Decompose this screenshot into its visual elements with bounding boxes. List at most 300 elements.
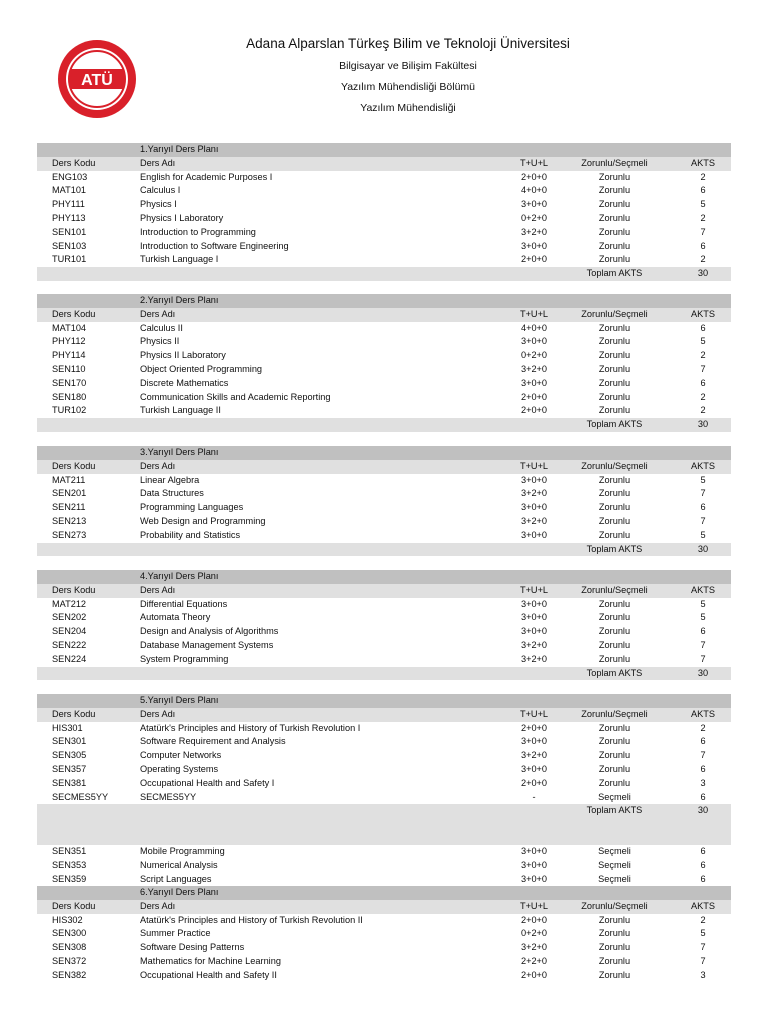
course-akts: 2 xyxy=(700,914,706,925)
course-akts: 2 xyxy=(700,171,706,182)
course-row xyxy=(37,598,731,612)
course-akts: 2 xyxy=(700,391,706,402)
course-tul: - xyxy=(532,791,536,802)
course-row xyxy=(37,722,731,736)
course-type: Zorunlu xyxy=(598,598,631,609)
course-akts: 5 xyxy=(700,598,706,609)
course-name: Discrete Mathematics xyxy=(140,377,229,388)
course-type: Zorunlu xyxy=(598,502,631,513)
course-name: Software Requirement and Analysis xyxy=(140,736,286,747)
course-code: SEN359 xyxy=(52,873,87,884)
course-code: SEN204 xyxy=(52,626,87,637)
course-code: ENG103 xyxy=(52,171,88,182)
total-row xyxy=(37,418,731,432)
course-name: Introduction to Programming xyxy=(140,226,256,237)
course-tul: 3+0+0 xyxy=(520,240,548,251)
course-code: MAT104 xyxy=(52,322,87,333)
course-type: Zorunlu xyxy=(598,639,631,650)
col-tul: T+U+L xyxy=(519,584,549,595)
course-code: SEN213 xyxy=(52,515,87,526)
logo-text: ATÜ xyxy=(81,72,113,89)
course-type: Seçmeli xyxy=(598,846,631,857)
semester-title-row xyxy=(37,886,731,900)
course-row xyxy=(37,515,731,529)
semester-title: 3.Yarıyıl Ders Planı xyxy=(140,447,219,457)
col-code: Ders Kodu xyxy=(52,708,96,719)
semester-title-row xyxy=(37,143,731,157)
course-akts: 5 xyxy=(700,529,706,540)
course-type: Zorunlu xyxy=(598,653,631,664)
course-type: Zorunlu xyxy=(598,914,631,925)
total-label: Toplam AKTS xyxy=(586,805,643,816)
course-code: PHY112 xyxy=(52,336,86,347)
semester-title: 4.Yarıyıl Ders Planı xyxy=(140,571,219,581)
col-type: Zorunlu/Seçmeli xyxy=(581,584,648,595)
col-akts: AKTS xyxy=(691,900,715,911)
course-akts: 7 xyxy=(700,363,706,374)
course-tul: 0+2+0 xyxy=(520,212,548,223)
total-label: Toplam AKTS xyxy=(586,543,643,554)
semester-title-row xyxy=(37,294,731,308)
course-akts: 2 xyxy=(700,405,706,416)
course-type: Zorunlu xyxy=(598,377,631,388)
course-row xyxy=(37,941,731,955)
course-name: Occupational Health and Safety I xyxy=(140,777,275,788)
course-row xyxy=(37,349,731,363)
course-row xyxy=(37,927,731,941)
course-type: Seçmeli xyxy=(598,791,631,802)
col-name: Ders Adı xyxy=(140,900,176,911)
course-akts: 6 xyxy=(700,736,706,747)
course-name: Occupational Health and Safety II xyxy=(140,969,277,980)
course-row xyxy=(37,529,731,543)
course-row xyxy=(37,404,731,418)
course-row xyxy=(37,611,731,625)
course-akts: 5 xyxy=(700,336,706,347)
course-akts: 7 xyxy=(700,488,706,499)
course-row xyxy=(37,914,731,928)
col-type: Zorunlu/Seçmeli xyxy=(581,157,648,168)
course-name: Mobile Programming xyxy=(140,846,225,857)
course-name: Calculus II xyxy=(140,322,183,333)
course-row xyxy=(37,653,731,667)
semester-title: 6.Yarıyıl Ders Planı xyxy=(140,887,219,897)
col-akts: AKTS xyxy=(691,460,715,471)
col-code: Ders Kodu xyxy=(52,157,96,168)
course-row xyxy=(37,777,731,791)
course-type: Zorunlu xyxy=(598,405,631,416)
course-akts: 5 xyxy=(700,474,706,485)
course-type: Zorunlu xyxy=(598,750,631,761)
course-akts: 7 xyxy=(700,515,706,526)
column-header-row xyxy=(37,308,731,322)
course-tul: 3+0+0 xyxy=(520,199,548,210)
course-name: Programming Languages xyxy=(140,502,244,513)
course-name: Differential Equations xyxy=(140,598,228,609)
elective-row xyxy=(37,859,731,873)
column-header-row xyxy=(37,460,731,474)
course-name: Calculus I xyxy=(140,185,181,196)
course-tul: 3+0+0 xyxy=(520,763,548,774)
course-code: SEN180 xyxy=(52,391,87,402)
course-akts: 7 xyxy=(700,750,706,761)
course-name: Probability and Statistics xyxy=(140,529,241,540)
course-akts: 6 xyxy=(700,185,706,196)
course-code: SECMES5YY xyxy=(52,791,109,802)
course-name: Computer Networks xyxy=(140,750,222,761)
semester-4-plan xyxy=(37,570,731,680)
col-name: Ders Adı xyxy=(140,584,176,595)
course-tul: 3+2+0 xyxy=(520,515,548,526)
course-code: MAT101 xyxy=(52,185,87,196)
course-tul: 3+0+0 xyxy=(520,529,548,540)
total-row xyxy=(37,667,731,681)
semester-title-row xyxy=(37,694,731,708)
course-row xyxy=(37,171,731,185)
course-type: Zorunlu xyxy=(598,515,631,526)
col-akts: AKTS xyxy=(691,708,715,719)
course-code: TUR101 xyxy=(52,254,87,265)
semester-title-row xyxy=(37,570,731,584)
course-code: PHY113 xyxy=(52,212,86,223)
course-name: Script Languages xyxy=(140,873,212,884)
course-row xyxy=(37,474,731,488)
course-name: Automata Theory xyxy=(140,612,211,623)
course-row xyxy=(37,487,731,501)
total-row xyxy=(37,804,731,818)
university-name: Adana Alparslan Türkeş Bilim ve Teknoloji Üniversitesi xyxy=(246,36,570,51)
course-type: Zorunlu xyxy=(598,254,631,265)
course-type: Zorunlu xyxy=(598,350,631,361)
course-akts: 7 xyxy=(700,942,706,953)
course-row xyxy=(37,198,731,212)
semester-2-plan xyxy=(37,294,731,432)
total-row xyxy=(37,267,731,281)
total-akts: 30 xyxy=(697,667,709,678)
course-type: Zorunlu xyxy=(598,171,631,182)
course-akts: 7 xyxy=(700,955,706,966)
elective-row xyxy=(37,845,731,859)
course-row xyxy=(37,639,731,653)
elective-row xyxy=(37,873,731,887)
course-type: Seçmeli xyxy=(598,873,631,884)
course-code: MAT212 xyxy=(52,598,87,609)
course-code: SEN211 xyxy=(52,502,86,513)
course-tul: 3+2+0 xyxy=(520,226,548,237)
course-tul: 0+2+0 xyxy=(520,928,548,939)
course-tul: 2+2+0 xyxy=(520,955,548,966)
course-tul: 0+2+0 xyxy=(520,350,548,361)
col-akts: AKTS xyxy=(691,584,715,595)
course-code: MAT211 xyxy=(52,474,86,485)
course-name: Object Oriented Programming xyxy=(140,363,263,374)
course-code: HIS301 xyxy=(52,722,83,733)
col-code: Ders Kodu xyxy=(52,900,96,911)
course-tul: 3+0+0 xyxy=(520,598,548,609)
course-code: SEN224 xyxy=(52,653,87,664)
total-label: Toplam AKTS xyxy=(586,268,643,279)
course-code: SEN381 xyxy=(52,777,87,788)
course-tul: 3+0+0 xyxy=(520,846,548,857)
course-code: SEN110 xyxy=(52,363,86,374)
course-name: Atatürk's Principles and History of Turkish Revolution II xyxy=(140,914,363,925)
col-akts: AKTS xyxy=(691,308,715,319)
course-name: Linear Algebra xyxy=(140,474,200,485)
course-name: SECMES5YY xyxy=(140,791,197,802)
col-code: Ders Kodu xyxy=(52,584,96,595)
course-tul: 3+0+0 xyxy=(520,502,548,513)
course-tul: 3+0+0 xyxy=(520,859,548,870)
course-name: Data Structures xyxy=(140,488,204,499)
course-type: Zorunlu xyxy=(598,928,631,939)
col-type: Zorunlu/Seçmeli xyxy=(581,460,648,471)
course-name: Turkish Language II xyxy=(140,405,221,416)
course-row xyxy=(37,955,731,969)
course-tul: 2+0+0 xyxy=(520,914,548,925)
semester-1-plan xyxy=(37,143,731,281)
course-row xyxy=(37,335,731,349)
course-row xyxy=(37,501,731,515)
col-name: Ders Adı xyxy=(140,157,176,168)
course-tul: 2+0+0 xyxy=(520,777,548,788)
semester-6-plan xyxy=(37,886,731,983)
course-tul: 3+0+0 xyxy=(520,474,548,485)
course-tul: 3+0+0 xyxy=(520,612,548,623)
course-type: Seçmeli xyxy=(598,859,631,870)
course-akts: 6 xyxy=(700,791,706,802)
course-tul: 3+2+0 xyxy=(520,488,548,499)
course-akts: 6 xyxy=(700,502,706,513)
course-row xyxy=(37,735,731,749)
course-name: Physics II Laboratory xyxy=(140,350,226,361)
column-header-row xyxy=(37,157,731,171)
course-type: Zorunlu xyxy=(598,212,631,223)
col-type: Zorunlu/Seçmeli xyxy=(581,708,648,719)
course-type: Zorunlu xyxy=(598,391,631,402)
course-name: Physics I xyxy=(140,199,177,210)
course-code: SEN222 xyxy=(52,639,87,650)
course-type: Zorunlu xyxy=(598,763,631,774)
col-code: Ders Kodu xyxy=(52,308,96,319)
course-tul: 3+2+0 xyxy=(520,750,548,761)
col-tul: T+U+L xyxy=(519,157,549,168)
course-akts: 6 xyxy=(700,859,706,870)
course-akts: 2 xyxy=(700,350,706,361)
col-name: Ders Adı xyxy=(140,708,176,719)
course-code: SEN170 xyxy=(52,377,87,388)
course-name: System Programming xyxy=(140,653,229,664)
col-tul: T+U+L xyxy=(519,308,549,319)
column-header-row xyxy=(37,900,731,914)
course-code: SEN353 xyxy=(52,859,87,870)
column-header-row xyxy=(37,584,731,598)
course-type: Zorunlu xyxy=(598,626,631,637)
course-name: English for Academic Purposes I xyxy=(140,171,273,182)
course-akts: 6 xyxy=(700,846,706,857)
course-code: SEN382 xyxy=(52,969,87,980)
course-tul: 3+2+0 xyxy=(520,653,548,664)
course-akts: 6 xyxy=(700,377,706,388)
course-row xyxy=(37,749,731,763)
col-tul: T+U+L xyxy=(519,708,549,719)
course-type: Zorunlu xyxy=(598,336,631,347)
course-tul: 3+0+0 xyxy=(520,377,548,388)
column-header-row xyxy=(37,708,731,722)
section-spacer xyxy=(37,818,731,845)
semester-title: 1.Yarıyıl Ders Planı xyxy=(140,144,219,154)
course-tul: 2+0+0 xyxy=(520,254,548,265)
course-code: TUR102 xyxy=(52,405,87,416)
course-akts: 5 xyxy=(700,612,706,623)
course-name: Atatürk's Principles and History of Turkish Revolution I xyxy=(140,722,361,733)
course-tul: 3+2+0 xyxy=(520,363,548,374)
course-name: Communication Skills and Academic Reporting xyxy=(140,391,331,402)
course-akts: 3 xyxy=(700,969,706,980)
course-type: Zorunlu xyxy=(598,240,631,251)
course-akts: 3 xyxy=(700,777,706,788)
course-name: Mathematics for Machine Learning xyxy=(140,955,281,966)
course-row xyxy=(37,363,731,377)
course-type: Zorunlu xyxy=(598,736,631,747)
total-label: Toplam AKTS xyxy=(586,667,643,678)
course-akts: 6 xyxy=(700,626,706,637)
col-akts: AKTS xyxy=(691,157,715,168)
course-type: Zorunlu xyxy=(598,612,631,623)
course-type: Zorunlu xyxy=(598,969,631,980)
course-tul: 2+0+0 xyxy=(520,969,548,980)
course-row xyxy=(37,625,731,639)
course-code: SEN103 xyxy=(52,240,87,251)
total-akts: 30 xyxy=(697,419,709,430)
course-akts: 6 xyxy=(700,322,706,333)
course-type: Zorunlu xyxy=(598,722,631,733)
course-tul: 3+0+0 xyxy=(520,736,548,747)
total-akts: 30 xyxy=(697,805,709,816)
col-name: Ders Adı xyxy=(140,460,176,471)
semester-title-row xyxy=(37,446,731,460)
course-name: Summer Practice xyxy=(140,928,211,939)
course-akts: 2 xyxy=(700,212,706,223)
course-row xyxy=(37,322,731,336)
course-type: Zorunlu xyxy=(598,199,631,210)
course-akts: 6 xyxy=(700,240,706,251)
faculty-name: Bilgisayar ve Bilişim Fakültesi xyxy=(339,60,477,72)
course-row xyxy=(37,391,731,405)
course-code: SEN202 xyxy=(52,612,87,623)
course-code: SEN305 xyxy=(52,750,87,761)
course-tul: 3+0+0 xyxy=(520,626,548,637)
course-code: SEN273 xyxy=(52,529,87,540)
course-type: Zorunlu xyxy=(598,955,631,966)
col-name: Ders Adı xyxy=(140,308,176,319)
semester-title: 5.Yarıyıl Ders Planı xyxy=(140,695,219,705)
course-name: Numerical Analysis xyxy=(140,859,218,870)
course-code: SEN308 xyxy=(52,942,87,953)
program-name: Yazılım Mühendisliği xyxy=(360,102,456,114)
total-label: Toplam AKTS xyxy=(586,419,643,430)
course-type: Zorunlu xyxy=(598,488,631,499)
course-tul: 3+0+0 xyxy=(520,873,548,884)
course-name: Software Desing Patterns xyxy=(140,942,245,953)
course-name: Database Management Systems xyxy=(140,639,274,650)
semester-5-plan xyxy=(37,694,731,887)
total-akts: 30 xyxy=(697,543,709,554)
course-code: SEN372 xyxy=(52,955,87,966)
course-code: HIS302 xyxy=(52,914,83,925)
course-akts: 7 xyxy=(700,639,706,650)
course-type: Zorunlu xyxy=(598,322,631,333)
department-name: Yazılım Mühendisliği Bölümü xyxy=(340,81,476,93)
course-code: SEN357 xyxy=(52,763,87,774)
course-tul: 2+0+0 xyxy=(520,171,548,182)
course-row xyxy=(37,377,731,391)
course-type: Zorunlu xyxy=(598,942,631,953)
course-code: PHY114 xyxy=(52,350,86,361)
course-tul: 4+0+0 xyxy=(520,322,548,333)
course-code: SEN351 xyxy=(52,846,87,857)
course-name: Physics II xyxy=(140,336,180,347)
course-code: SEN101 xyxy=(52,226,87,237)
course-tul: 4+0+0 xyxy=(520,185,548,196)
course-row xyxy=(37,791,731,805)
course-name: Operating Systems xyxy=(140,763,219,774)
course-akts: 5 xyxy=(700,928,706,939)
course-akts: 7 xyxy=(700,226,706,237)
col-tul: T+U+L xyxy=(519,900,549,911)
course-name: Web Design and Programming xyxy=(140,515,266,526)
semester-title: 2.Yarıyıl Ders Planı xyxy=(140,295,219,305)
course-tul: 3+2+0 xyxy=(520,639,548,650)
col-code: Ders Kodu xyxy=(52,460,96,471)
course-code: SEN301 xyxy=(52,736,87,747)
course-row xyxy=(37,969,731,983)
course-row xyxy=(37,226,731,240)
course-akts: 2 xyxy=(700,254,706,265)
course-name: Introduction to Software Engineering xyxy=(140,240,289,251)
col-tul: T+U+L xyxy=(519,460,549,471)
course-code: SEN300 xyxy=(52,928,87,939)
col-type: Zorunlu/Seçmeli xyxy=(581,308,648,319)
course-tul: 2+0+0 xyxy=(520,722,548,733)
course-tul: 2+0+0 xyxy=(520,405,548,416)
total-akts: 30 xyxy=(697,268,709,279)
course-type: Zorunlu xyxy=(598,777,631,788)
course-name: Design and Analysis of Algorithms xyxy=(140,626,279,637)
semester-3-plan xyxy=(37,446,731,556)
course-type: Zorunlu xyxy=(598,474,631,485)
course-tul: 3+0+0 xyxy=(520,336,548,347)
course-name: Physics I Laboratory xyxy=(140,212,224,223)
course-type: Zorunlu xyxy=(598,363,631,374)
course-type: Zorunlu xyxy=(598,529,631,540)
course-row xyxy=(37,184,731,198)
course-tul: 2+0+0 xyxy=(520,391,548,402)
course-tul: 3+2+0 xyxy=(520,942,548,953)
course-akts: 6 xyxy=(700,763,706,774)
course-code: SEN201 xyxy=(52,488,87,499)
course-akts: 2 xyxy=(700,722,706,733)
course-akts: 5 xyxy=(700,199,706,210)
course-code: PHY111 xyxy=(52,199,85,210)
course-row xyxy=(37,763,731,777)
course-akts: 7 xyxy=(700,653,706,664)
col-type: Zorunlu/Seçmeli xyxy=(581,900,648,911)
course-row xyxy=(37,240,731,254)
course-type: Zorunlu xyxy=(598,185,631,196)
course-row xyxy=(37,212,731,226)
course-name: Turkish Language I xyxy=(140,254,219,265)
total-row xyxy=(37,543,731,557)
